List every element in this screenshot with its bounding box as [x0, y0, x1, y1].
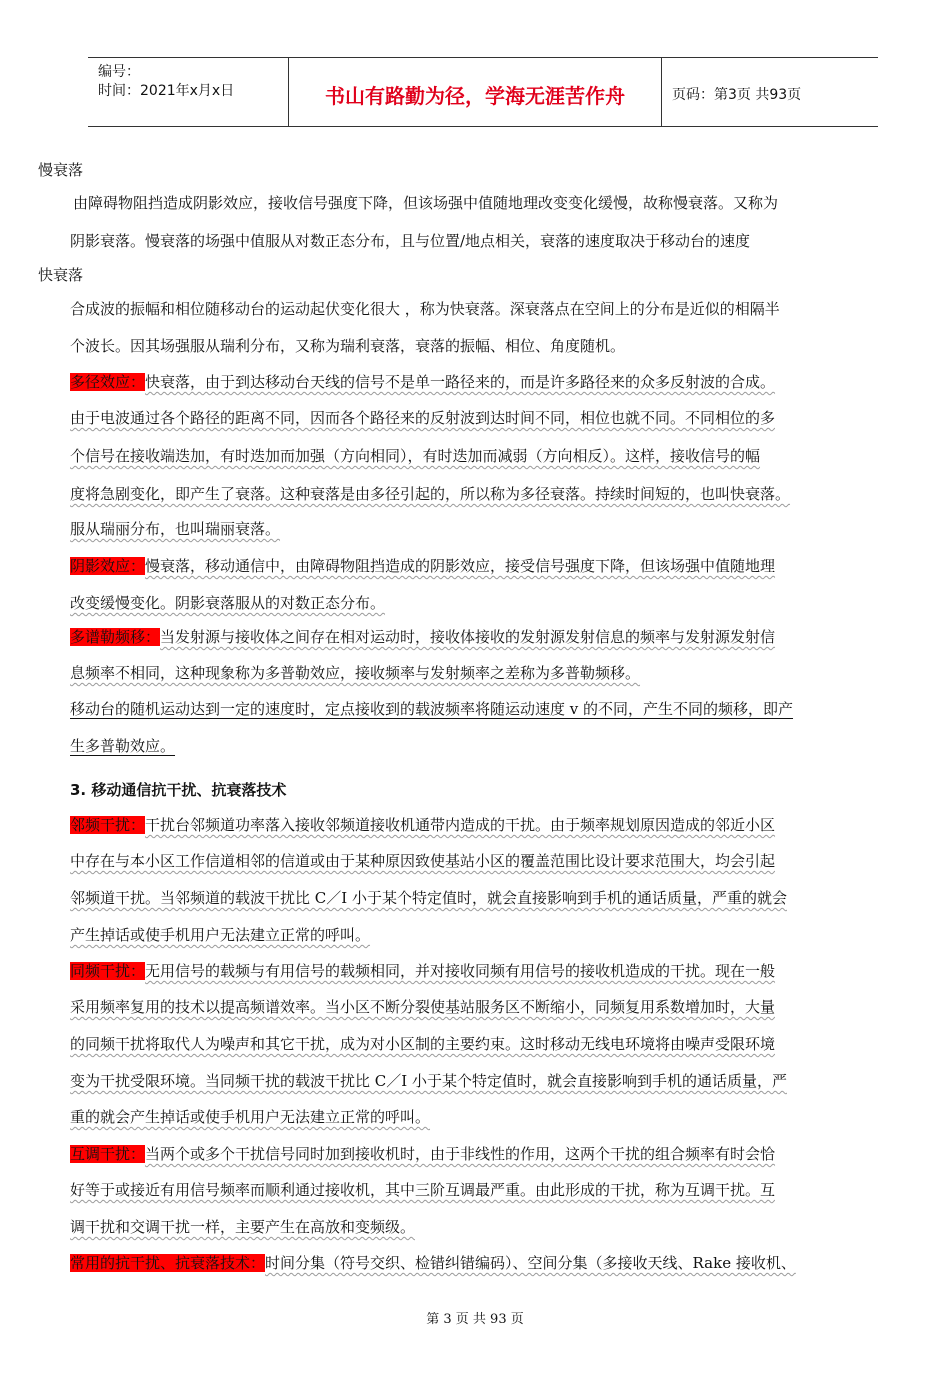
paragraph-line: 的同频干扰将取代人为噪声和其它干扰，成为对小区制的主要约束。这时移动无线电环境将由噪声受限环境	[70, 1035, 776, 1053]
paragraph-techniques	[70, 1253, 796, 1273]
paragraph-adjacent	[70, 815, 775, 835]
paragraph-line: 个信号在接收端迭加，有时迭加而加强（方向相同），有时迭加而减弱（方向相反）。这样，接收信号的幅	[70, 447, 761, 465]
paragraph-cochannel	[70, 961, 775, 981]
term-cochannel: 同频干扰：	[70, 962, 146, 980]
paragraph-line: 个波长。因其场强服从瑞利分布，又称为瑞利衰落，衰落的振幅、相位、角度随机。	[70, 337, 626, 355]
term-techniques: 常用的抗干扰、抗衰落技术：	[70, 1254, 266, 1272]
paragraph-line: 阴影衰落。慢衰落的场强中值服从对数正态分布，且与位置/地点相关，衰落的速度取决于移动台的速度	[70, 232, 751, 250]
paragraph-line: 变为干扰受限环境。当同频干扰的载波干扰比 C／I 小于某个特定值时，就会直接影响到手机的通话质量，严	[70, 1072, 787, 1090]
paragraph-line: 服从瑞丽分布，也叫瑞丽衰落。	[70, 520, 281, 538]
paragraph-shadow	[70, 556, 775, 576]
paragraph-line: 改变缓慢变化。阴影衰落服从的对数正态分布。	[70, 594, 386, 612]
paragraph-line: 度将急剧变化，即产生了衰落。这种衰落是由多径引起的，所以称为多径衰落。持续时间短的，也叫快衰落。	[70, 485, 791, 503]
paragraph-multipath	[70, 372, 775, 392]
time-label: 时间：2021年x月x日	[98, 83, 235, 99]
paragraph-line: 由于电波通过各个路径的距离不同，因而各个路径来的反射波到达时间不同，相位也就不同。不同相位的多	[70, 409, 776, 427]
paragraph-line: 邻频道干扰。当邻频道的载波干扰比 C／I 小于某个特定值时，就会直接影响到手机的通话质量，严重的就会	[70, 889, 787, 907]
paragraph-line: 产生掉话或使手机用户无法建立正常的呼叫。	[70, 926, 371, 944]
paragraph-text: 无用信号的载频与有用信号的载频相同，并对接收同频有用信号的接收机造成的干扰。现在一般	[145, 962, 776, 980]
heading-slow-fading: 慢衰落	[38, 161, 84, 179]
paragraph-line: 采用频率复用的技术以提高频谱效率。当小区不断分裂使基站服务区不断缩小，同频复用系数增加时，大量	[70, 998, 776, 1016]
term-adjacent: 邻频干扰：	[70, 816, 146, 834]
code-label: 编号：	[98, 64, 140, 80]
paragraph-text: 快衰落，由于到达移动台天线的信号不是单一路径来的，而是许多路径来的众多反射波的合成。	[145, 373, 776, 391]
paragraph-line: 中存在与本小区工作信道相邻的信道或由于某种原因致使基站小区的覆盖范围比设计要求范围大，均会引起	[70, 852, 776, 870]
motto: 书山有路勤为径，学海无涯苦作舟	[325, 84, 625, 108]
term-doppler: 多谱勒频移：	[70, 628, 161, 646]
header-motto-cell	[289, 58, 662, 126]
term-shadow: 阴影效应：	[70, 557, 146, 575]
paragraph-text: 慢衰落，移动通信中，由障碍物阻挡造成的阴影效应，接受信号强度下降，但该场强中值随地理	[145, 557, 776, 575]
paragraph-line: 生多普勒效应。	[70, 737, 176, 755]
paragraph-text: 当两个或多个干扰信号同时加到接收机时，由于非线性的作用，这两个干扰的组合频率有时会恰	[145, 1145, 776, 1163]
paragraph-line: 好等于或接近有用信号频率而顺利通过接收机，其中三阶互调最严重。由此形成的干扰，称为互调干扰。互	[70, 1181, 776, 1199]
term-intermod: 互调干扰：	[70, 1145, 146, 1163]
paragraph-line: 重的就会产生掉话或使手机用户无法建立正常的呼叫。	[70, 1108, 431, 1126]
paragraph-line: 移动台的随机运动达到一定的速度时，定点接收到的载波频率将随运动速度 v 的不同，产生不同的频移，即产	[70, 700, 794, 718]
paragraph-line: 由障碍物阻挡造成阴影效应，接收信号强度下降，但该场强中值随地理改变变化缓慢，故称慢衰落。又称为	[73, 194, 779, 212]
paragraph-doppler	[70, 627, 775, 647]
page-header	[88, 57, 878, 127]
paragraph-text: 干扰台邻频道功率落入接收邻频道接收机通带内造成的干扰。由于频率规划原因造成的邻近小区	[145, 816, 776, 834]
heading-fast-fading: 快衰落	[38, 266, 84, 284]
header-meta-cell	[88, 58, 289, 126]
paragraph-line: 息频率不相同，这种现象称为多普勒效应，接收频率与发射频率之差称为多普勒频移。	[70, 664, 641, 682]
page-label: 页码：第3页 共93页	[672, 87, 802, 103]
heading-section-3: 3. 移动通信抗干扰、抗衰落技术	[70, 781, 287, 799]
page-footer: 第 3 页 共 93 页	[426, 1312, 524, 1327]
paragraph-line: 合成波的振幅和相位随移动台的运动起伏变化很大 ，称为快衰落。深衰落点在空间上的分布是近似的相隔半	[70, 300, 780, 318]
term-multipath: 多径效应：	[70, 373, 146, 391]
paragraph-intermod	[70, 1144, 775, 1164]
paragraph-line: 调干扰和交调干扰一样，主要产生在高放和变频级。	[70, 1218, 416, 1236]
paragraph-text: 当发射源与接收体之间存在相对运动时，接收体接收的发射源发射信息的频率与发射源发射信	[160, 628, 776, 646]
paragraph-text: 时间分集（符号交织、检错纠错编码）、空间分集（多接收天线、Rake 接收机、	[265, 1254, 796, 1272]
